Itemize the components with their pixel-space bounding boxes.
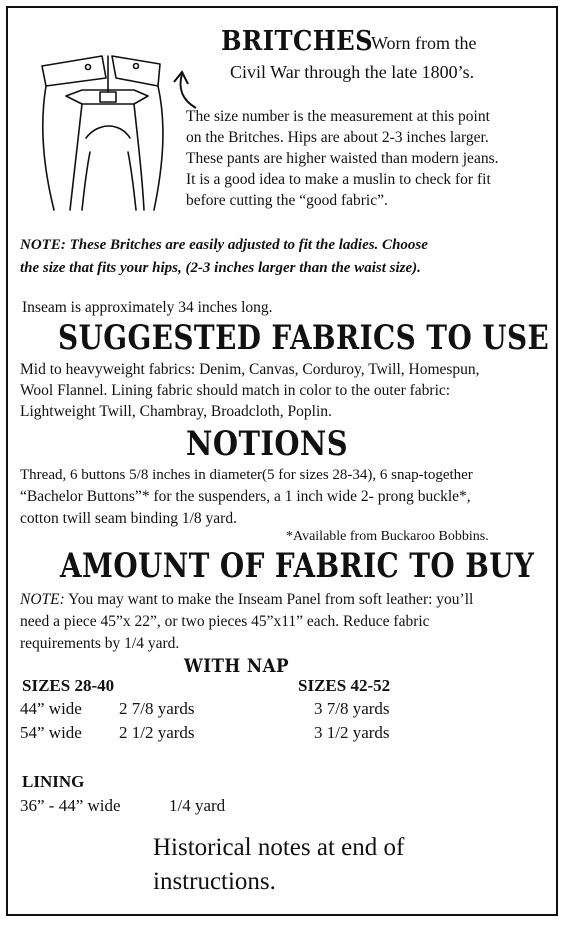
historical-notes-line2: instructions. [153, 868, 276, 895]
fabric-yards-large: 3 1/2 yards [314, 723, 390, 742]
ladies-note-line: the size that fits your hips, (2-3 inches larger than the waist size). [20, 260, 421, 276]
notions-footnote: *Available from Buckaroo Bobbins. [286, 529, 489, 544]
fabrics-line: Mid to heavyweight fabrics: Denim, Canvas, Corduroy, Twill, Homespun, [20, 361, 480, 378]
lining-heading: LINING [22, 772, 85, 791]
notions-line: “Bachelor Buttons”* for the suspenders, a 1 inch wide 2- prong buckle*, [20, 488, 471, 505]
inseam-text: Inseam is approximately 34 inches long. [22, 299, 273, 316]
fabrics-line: Wool Flannel. Lining fabric should match in color to the outer fabric: [20, 382, 451, 399]
fabric-yards-small: 2 7/8 yards [119, 699, 195, 718]
size-info-line: on the Britches. Hips are about 2-3 inches larger. [186, 129, 489, 146]
sizes-28-40-heading: SIZES 28-40 [22, 676, 115, 695]
notions-line: Thread, 6 buttons 5/8 inches in diameter(5 for sizes 28-34), 6 snap-together [20, 467, 473, 483]
fabrics-heading: SUGGESTED FABRICS TO USE [58, 318, 550, 358]
britches-illustration [20, 52, 210, 212]
britches-subtitle-line2: Civil War through the late 1800’s. [230, 62, 475, 82]
size-info-line: It is a good idea to make a muslin to check for fit [186, 171, 491, 188]
fabric-width: 54” wide [20, 723, 82, 742]
size-info-line: The size number is the measurement at this point [186, 108, 490, 125]
fabric-yards-small: 2 1/2 yards [119, 723, 195, 742]
lining-width: 36” - 44” wide [20, 796, 121, 815]
sizes-42-52-heading: SIZES 42-52 [298, 676, 391, 695]
ladies-note-line: NOTE: These Britches are easily adjusted to fit the ladies. Choose [20, 237, 428, 253]
historical-notes-line1: Historical notes at end of [153, 834, 405, 861]
amount-note-line [20, 590, 473, 610]
amount-heading: AMOUNT OF FABRIC TO BUY [60, 546, 535, 586]
amount-note-line: requirements by 1/4 yard. [20, 635, 180, 652]
size-info-line: before cutting the “good fabric”. [186, 192, 388, 209]
amount-note-line: need a piece 45”x 22”, or two pieces 45”x11” each. Reduce fabric [20, 613, 430, 630]
size-info-line: These pants are higher waisted than modern jeans. [186, 150, 499, 167]
britches-title: BRITCHES [221, 26, 374, 57]
lining-amount: 1/4 yard [169, 796, 226, 815]
fabrics-line: Lightweight Twill, Chambray, Broadcloth, Poplin. [20, 403, 332, 420]
fabric-yards-large: 3 7/8 yards [314, 699, 390, 718]
with-nap-heading: WITH NAP [184, 655, 290, 677]
amount-note-label: NOTE: [20, 591, 65, 608]
amount-note-text: You may want to make the Inseam Panel from soft leather: you’ll [64, 591, 474, 608]
notions-heading: NOTIONS [186, 424, 349, 464]
britches-subtitle-line1: Worn from the [371, 33, 477, 53]
fabric-width: 44” wide [20, 699, 82, 718]
notions-line: cotton twill seam binding 1/8 yard. [20, 510, 237, 527]
